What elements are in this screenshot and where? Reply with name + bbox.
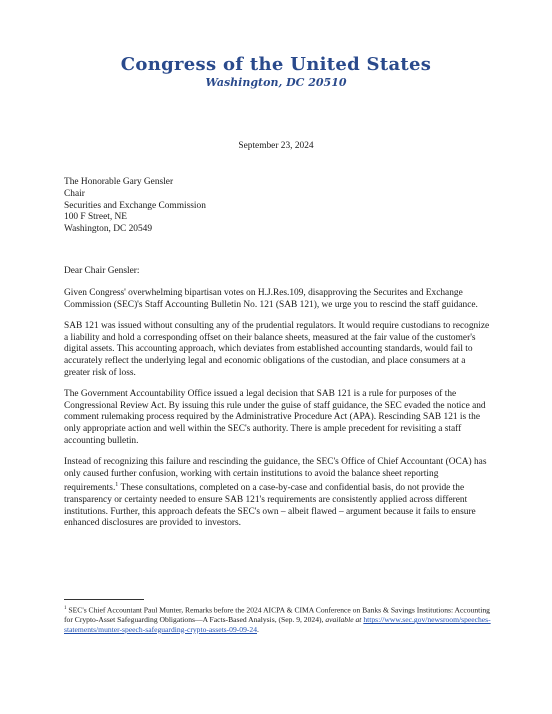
recipient-title: Chair — [64, 188, 85, 199]
footnote-link[interactable]: https://www.sec.gov/newsroom/speeches-statements/munter-speech-safeguarding-crypto-assets-09-09-24 — [64, 615, 491, 634]
paragraph: Given Congress' overwhelming bipartisan votes on H.J.Res.109, disapproving the Securites and Exchange Commission (SEC)'s Staff Accounting Bulletin No. 121 (SAB 121), we urge you to rescind the staff guidance. — [64, 288, 478, 310]
footnote-marker: 1 — [64, 606, 67, 611]
recipient-street: 100 F Street, NE — [64, 212, 128, 223]
footnote-reference[interactable]: 1 — [115, 482, 119, 489]
paragraph-text: Instead of recognizing this failure and rescinding the guidance, the SEC's Office of Chief Accountant (OCA) has only caused further confusion, working with certain institutions to avoid the balance sheet reporting requirements. — [64, 457, 487, 494]
footnote — [64, 604, 492, 634]
footnote-text: SEC's Chief Accountant Paul Munter, Remarks before the 2024 AICPA & CIMA Conference on Banks & Savings Institutions: Accounting for Crypto-Asset Safeguarding Obligations—A Facts-Based Analysis, (Sep. 9, 2024), — [64, 605, 490, 625]
recipient-city: Washington, DC 20549 — [64, 224, 153, 235]
footnote-available-at: available at — [325, 615, 362, 625]
recipient-organization: Securities and Exchange Commission — [64, 200, 206, 211]
salutation: Dear Chair Gensler: — [64, 266, 140, 276]
letterhead-title: Congress of the United States — [120, 54, 432, 75]
letter-body — [64, 288, 492, 540]
footnote-divider — [64, 599, 144, 600]
paragraph: The Government Accountability Office issued a legal decision that SAB 121 is a rule for purposes of the Congressional Review Act. By issuing this rule under the guise of staff guidance, the SEC evaded the notice and comment rulemaking process required by the Administrative Procedure Act (APA). Rescinding SAB 121 is the only appropriate action and well within the SEC's authority. There is ample precedent for revisiting a staff accounting bulletin. — [64, 389, 486, 446]
letter-date: September 23, 2024 — [238, 141, 314, 151]
footnote-end: . — [257, 624, 259, 634]
letterhead — [0, 54, 552, 89]
paragraph — [64, 457, 492, 530]
paragraph-text: These consultations, completed on a case-by-case and confidential basis, do not provide the transparency or certainty needed to ensure SAB 121's requirements are consistently applied across different institutions. Further, this approach defeats the SEC's own – albeit flawed – argument because it fails to ensure enhanced disclosures are provided to investors. — [64, 483, 476, 529]
recipient-name: The Honorable Gary Gensler — [64, 177, 174, 187]
paragraph: SAB 121 was issued without consulting any of the prudential regulators. It would require custodians to recognize a liability and hold a corresponding offset on their balance sheets, measured at the fair value of the customer's digital assets. This accounting approach, which deviates from established accounting standards, would fail to accurately reflect the underlying legal and economic obligations of the custodian, and place consumers at a greater risk of loss. — [64, 321, 490, 378]
letterhead-city: Washington, DC 20510 — [205, 76, 347, 89]
recipient-address — [64, 177, 206, 236]
